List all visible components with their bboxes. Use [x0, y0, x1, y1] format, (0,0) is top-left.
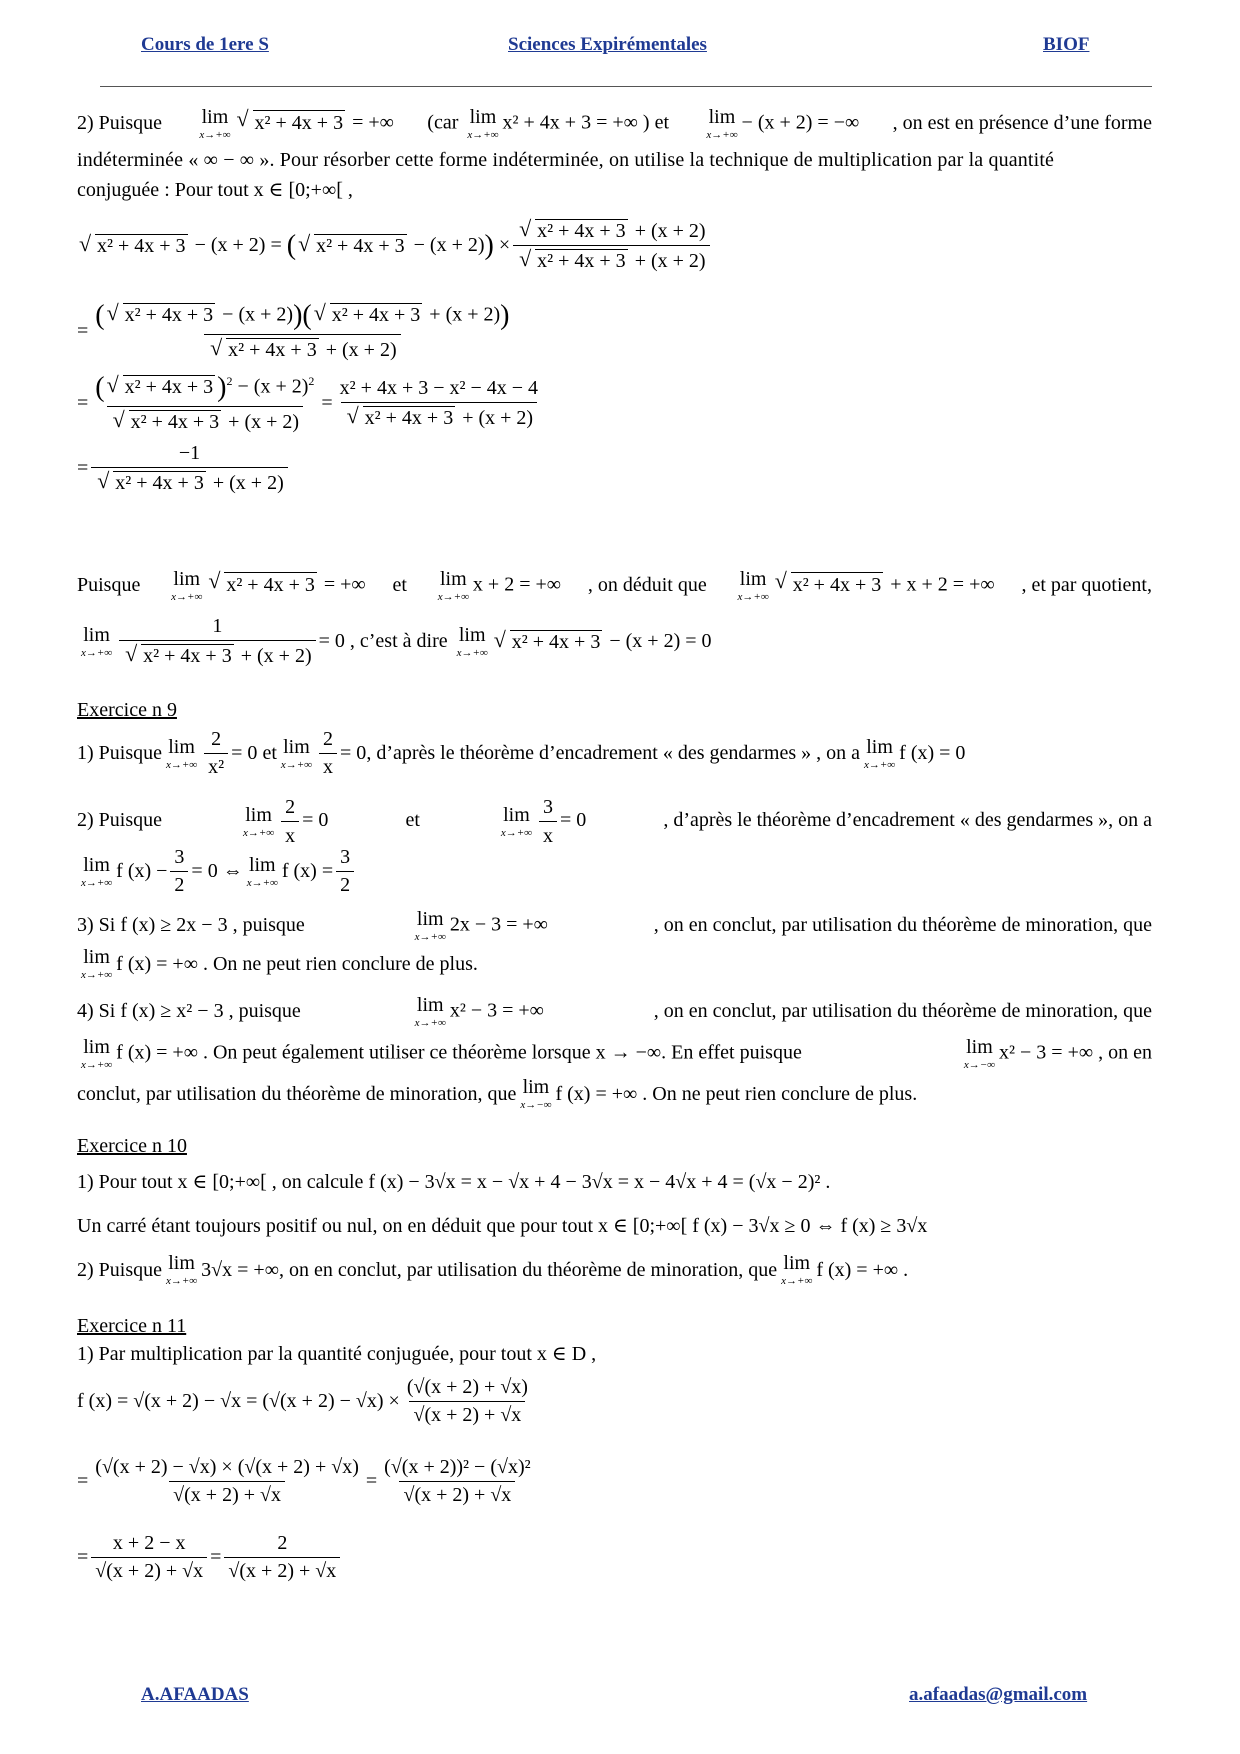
exercise-9-item-2: 2) Puisque lim x→+∞ $\frac{2}{x}$ = 0 et lim x→+∞ $\frac{3}{x}$ = 0 , d’après le théorème d’encadrement « des gendarmes », on a	[77, 796, 1152, 847]
header-divider	[100, 86, 1152, 87]
exercise-9-item-3-result: lim x→+∞ f (x) = +∞ . On ne peut rien conclure de plus.	[81, 946, 478, 981]
exercise-11-step-2: = $\frac{(√(x + 2) - √x) \times (√(x + 2) + √x)}{√(x + 2) + √x}$ = $\frac{\text{(√(x + 2))² − (√x)²}}{√(x + 2) + √x}$	[77, 1456, 531, 1506]
exercise-9-item-2-result: lim x→+∞ f (x) − $\frac{3}{2}$ = 0 ⇔ lim x→+∞ f (x) = $\frac{3}{2}$	[77, 846, 357, 897]
exercise-9-item-3: 3) Si f (x) ≥ 2x − 3 , puisque lim x→+∞ 2x − 3 = +∞ , on en conclut, par utilisation du théorème de minoration, que	[77, 908, 1152, 943]
exercise-11-step-3: = $\frac{x + 2 - x}{√(x + 2) + √x}$ = $\frac{2}{√(x + 2) + √x}$	[77, 1532, 343, 1583]
exercise-9-item-4-line-3: conclut, par utilisation du théorème de minoration, que lim x→−∞ f (x) = +∞ . On ne peut rien conclure de plus.	[77, 1076, 918, 1111]
exercise-10-item-1: 1) Pour tout x ∈ [0;+∞[ , on calcule f (x) − 3√x = x − √x + 4 − 3√x = x − 4√x + 4 = (√x − 2)² .	[77, 1171, 831, 1193]
header-track[interactable]: BIOF	[1043, 34, 1090, 55]
paragraph-2-line-2: indéterminée « ∞ − ∞ ». Pour résorber cette forme indéterminée, on utilise la technique de multiplication par la quantité	[77, 149, 1055, 171]
derivation-step-2: = (√ x² + 4x + 3 − (x + 2))(√ x² + 4x + 3 + (x + 2)) √ x² + 4x + 3 + (x + 2)	[77, 300, 517, 362]
exercise-11-step-1: f (x) = √(x + 2) − √x = (√(x + 2) − √x) × $\frac{(√(x + 2) + √x)}{√(x + 2) + √x}$	[77, 1376, 528, 1426]
exercise-10-item-2: 2) Puisque lim x→+∞ 3√x = +∞ , on en conclut, par utilisation du théorème de minoration, que lim x→+∞ f (x) = +∞ .	[77, 1252, 909, 1287]
header-course[interactable]: Cours de 1ere S	[141, 34, 269, 55]
exercise-11-title: Exercice n 11	[77, 1315, 187, 1337]
paragraph-2-line-3: conjuguée : Pour tout x ∈ [0;+∞[ ,	[77, 179, 353, 201]
exercise-10-line-2: Un carré étant toujours positif ou nul, on en déduit que pour tout x ∈ [0;+∞[ f (x) − 3√x ≥ 0 ⇔ f (x) ≥ 3√x	[77, 1215, 928, 1237]
exercise-9-item-1: 1) Puisque lim x→+∞ $\frac{2}{\text{x²}}$ = 0 et lim x→+∞ $\frac{2}{x}$ = 0 , d’après le théorème d’encadrement « des gendarmes » , on a lim x→+∞ f (x) = 0	[77, 728, 966, 778]
derivation-step-4: = −1 √ x² + 4x + 3 + (x + 2)	[77, 442, 291, 495]
exercise-9-title: Exercice n 9	[77, 699, 177, 721]
derivation-step-3: = (√ x² + 4x + 3 )$^2 - (x + 2)^2$ √ x² + 4x + 3 + (x + 2) = x² + 4x + 3 − x² − 4x − 4 √ x² + 4x + 3 + (x + 2)	[77, 372, 545, 434]
exercise-9-item-4: 4) Si f (x) ≥ x² − 3 , puisque lim x→+∞ x² − 3 = +∞ , on en conclut, par utilisation du théorème de minoration, que	[77, 994, 1152, 1029]
conclusion-line-1: Puisque lim x→+∞ √ x² + 4x + 3 = +∞ et lim x→+∞ x + 2 = +∞ , on déduit que lim x→+∞ √ x² + 4x + 3 + x + 2 = +∞ , et par quotient,	[77, 568, 1152, 604]
exercise-9-item-4-line-2: lim x→+∞ f (x) = +∞ . On peut également utiliser ce théorème lorsque x → −∞. En effet puisque lim x→−∞ x² − 3 = +∞ , on en	[81, 1036, 1152, 1071]
footer-email[interactable]: a.afaadas@gmail.com	[909, 1684, 1088, 1705]
derivation-step-1: √ x² + 4x + 3 − (x + 2) = ( √ x² + 4x + 3 − (x + 2) ) × √ x² + 4x + 3 + (x + 2) √ x² + 4x + 3 + (x + 2)	[77, 218, 713, 273]
exercise-10-title: Exercice n 10	[77, 1135, 187, 1157]
header-section[interactable]: Sciences Expirémentales	[508, 34, 707, 55]
footer-author[interactable]: A.AFAADAS	[141, 1684, 249, 1705]
paragraph-2-line-1: 2) Puisque lim x→+∞ √ x² + 4x + 3 = +∞ (car lim x→+∞ x² + 4x + 3 = +∞ ) et lim x→+∞ − (x + 2) = −∞ , on est en présence d’une forme	[77, 106, 1152, 142]
conclusion-line-2: lim x→+∞ 1 √ x² + 4x + 3 + (x + 2) = 0 , c’est à dire lim x→+∞ √ x² + 4x + 3 − (x + 2) = 0	[77, 615, 712, 668]
exercise-11-item-1: 1) Par multiplication par la quantité conjuguée, pour tout x ∈ D ,	[77, 1343, 597, 1365]
